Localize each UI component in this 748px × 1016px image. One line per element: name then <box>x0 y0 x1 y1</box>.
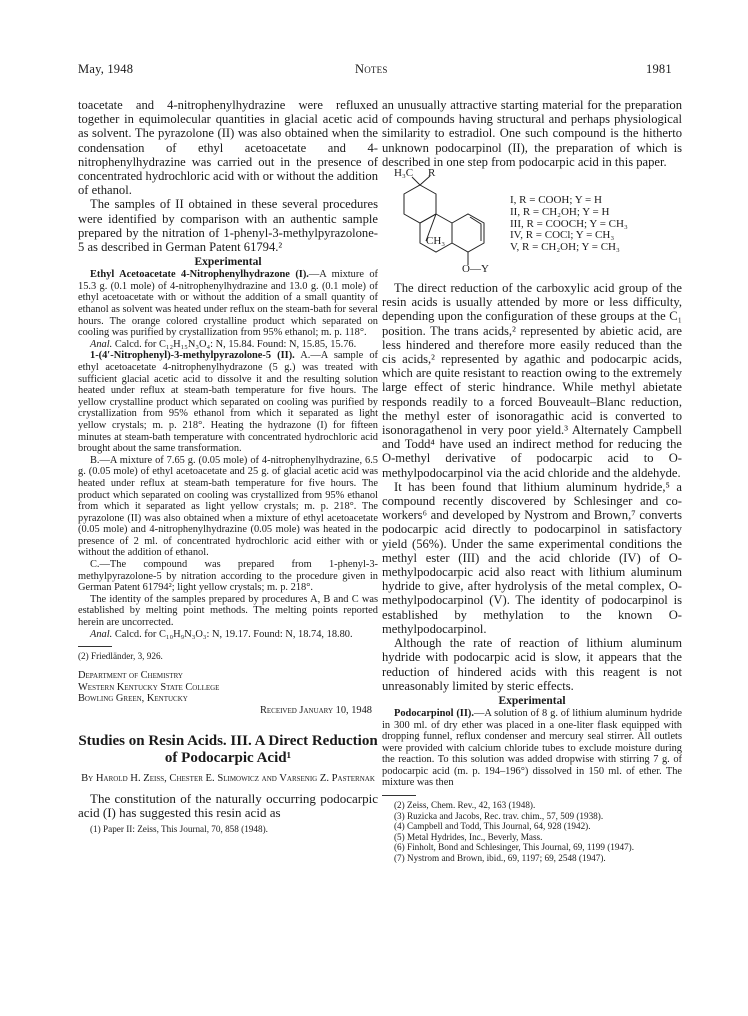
compound-heading: Podocarpinol (II). <box>394 707 474 719</box>
experimental-paragraph <box>78 269 378 339</box>
article-authors: By Harold H. Zeiss, Chester E. Slimowicz and Varsenig Z. Pasternak <box>81 773 375 785</box>
analysis-line <box>78 339 378 351</box>
section-heading: Experimental <box>194 256 262 269</box>
substituent-list <box>510 195 628 254</box>
compound-heading: Ethyl Acetoacetate 4-Nitrophenylhydrazone (I). <box>90 269 309 281</box>
right-column <box>382 98 682 864</box>
experimental-paragraph <box>78 350 378 454</box>
experimental-text: —A mixture of 15.3 g. (0.1 mole) of 4-nitrophenylhydrazine and 13.0 g. (0.1 mole) of ethyl acetoacetate with or without the addition of a small quantity of ethanol as solvent was heated under reflux on the steam-bath for several hours. The orange colored crystalline product which separated on cooling was purified by crystallization from 95% ethanol; m. p. 118°. <box>78 269 378 339</box>
left-column <box>78 98 378 834</box>
experimental-text: —A solution of 8 g. of lithium aluminum hydride in 300 ml. of dry ether was placed in a one-liter flask equipped with dropping funnel, reflux condenser and mercury seal stirrer. All outlets were provided with calcium chloride tubes to exclude moisture during the reaction. To this solution was added dropwise with stirring 7 g. of podocarpic acid (m. p. 194–196°) dissolved in 150 ml. of ether. The mixture was then <box>382 707 682 789</box>
substituent-entry: IV, R = COCl; Y = CH₃ <box>510 229 615 242</box>
footnote: (4) Campbell and Todd, This Journal, 64, 928 (1942). <box>394 821 591 832</box>
podocarpane-skeleton-drawing <box>382 171 512 277</box>
experimental-paragraph <box>382 708 682 789</box>
footnote-rule <box>382 795 416 796</box>
paragraph: Although the rate of reaction of lithium aluminum hydride with podocarpic acid is slow, it appears that the reduction of hindered acids with this reagent is not unreasonably limited by steric effects. <box>382 636 682 693</box>
running-header-section: Notes <box>355 62 388 76</box>
affiliation-line: Department of Chemistry <box>78 669 183 681</box>
footnote: (7) Nystrom and Brown, ibid., 69, 1197; 69, 2548 (1947). <box>394 853 606 864</box>
footnote: (2) Friedländer, 3, 926. <box>78 651 163 662</box>
intro-paragraph: The constitution of the naturally occurring podocarpic acid (I) has suggested this resin acid as <box>78 790 378 821</box>
analysis-label: Anal. <box>90 338 113 350</box>
page-number: 1981 <box>646 62 672 76</box>
procedure-b: B.—A mixture of 7.65 g. (0.05 mole) of 4-nitrophenylhydrazine, 6.5 g. (0.05 mole) of ethyl acetoacetate and 25 g. of glacial acetic acid was heated under reflux at steam-bath temperature for five hours. The product which separated on cooling was crystallized from 95% ethanol from which it separated as light yellow crystals; m. p. 218°. The pyrazolone (II) was also obtained when a mixture of ethyl acetoacetate (0.05 mole) and 4-nitrophenylhydrazine (0.05 mole) was heated in the presence of 2 ml. of concentrated hydrochloric acid either with or without the addition of ethanol. <box>78 454 378 559</box>
footnote: (1) Paper II: Zeiss, This Journal, 70, 858 (1948). <box>90 823 268 834</box>
paragraph: an unusually attractive starting material for the preparation of compounds having structural and perhaps physiological similarity to estradiol. One such compound is the hitherto unknown podocarpinol (II), the preparation of which is described in one step from podocarpic acid in this paper. <box>382 98 682 169</box>
article-title: Studies on Resin Acids. III. A Direct Reduction of Podocarpic Acid¹ <box>78 733 378 767</box>
analysis-line <box>78 629 378 641</box>
substituent-entry: V, R = CH₂OH; Y = CH₃ <box>510 241 620 254</box>
substituent-entry: II, R = CH₂OH; Y = H <box>510 205 610 218</box>
affiliation <box>78 670 378 717</box>
analysis-text: Calcd. for C₁₂H₁₅N₃O₄: N, 15.84. Found: N, 15.85, 15.76. <box>114 338 357 350</box>
compound-heading: 1-(4′-Nitrophenyl)-3-methylpyrazolone-5 (II). <box>90 350 295 362</box>
identity-note: The identity of the samples prepared by procedures A, B and C was established by melting point methods. The melting points reported herein are uncorrected. <box>78 593 378 629</box>
running-header-date: May, 1948 <box>78 62 134 76</box>
substituent-entry: III, R = COOCH; Y = CH₃ <box>510 217 628 230</box>
oy-substituent-label: O—Y <box>462 263 489 276</box>
footnote: (6) Finholt, Bond and Schlesinger, This Journal, 69, 1199 (1947). <box>394 842 635 853</box>
affiliation-line: Western Kentucky State College <box>78 681 220 693</box>
experimental-text: A.—A sample of ethyl acetoacetate 4-nitrophenylhydrazone (5 g.) was treated with sufficient glacial acetic acid to dissolve it and the resulting solution heated under reflux at steam-bath temperature for five hours. The yellow crystalline product which separated on cooling was purified by crystallization from 95% ethanol from which it separated as light yellow crystals; m. p. 218°. Heating the hydrazone (I) for fifteen minutes at steam-bath temperature with concentrated hydrochloric acid brought about the same transformation. <box>78 350 378 455</box>
substituent-entry: I, R = COOH; Y = H <box>510 194 602 207</box>
section-heading: Experimental <box>498 694 566 707</box>
affiliation-line: Bowling Green, Kentucky <box>78 693 188 705</box>
r-group-label: R <box>428 167 436 180</box>
angular-methyl-label: CH₃ <box>426 235 446 248</box>
footnote: (2) Zeiss, Chem. Rev., 42, 163 (1948). <box>394 800 536 811</box>
paragraph: It has been found that lithium aluminum hydride,⁵ a compound recently discovered by Schlesinger and co-workers⁶ and developed by Nystrom and Brown,⁷ converts podocarpic acid directly to podocarpinol in satisfactory yield (56%). Under the same experimental conditions the methyl ester (III) and the acid chloride (IV) of O-methylpodocarpic acid also react with lithium aluminum hydride to give, after hydrolysis of the metal complex, O-methylpodocarpinol (V). The identity of podocarpinol is established by methylation to the known O-methylpodocarpinol. <box>382 479 682 636</box>
methyl-label: H₃C <box>394 167 414 180</box>
footnote: (5) Metal Hydrides, Inc., Beverly, Mass. <box>394 831 543 842</box>
analysis-text: Calcd. for C₁₀H₉N₃O₃: N, 19.17. Found: N, 18.74, 18.80. <box>114 628 353 640</box>
chemical-structure <box>382 167 682 277</box>
analysis-label: Anal. <box>90 628 113 640</box>
paragraph: The direct reduction of the carboxylic acid group of the resin acids is usually attended by more or less difficulty, depending upon the configuration of these groups at the C₁ position. The trans acids,² represented by abietic acid, are less hindered and therefore more easily reduced than the cis acids,² represented by agathic and podocarpic acids, which are quite resistant to reaction owing to the extremely large effect of steric hindrance. While methyl abietate responds readily to a forced Bouveault–Blanc reduction, the methyl ester of isonoragathic acid is converted to isonoragathenol in very poor yield.³ Alternately Campbell and Todd⁴ have used an indirect method for reducing the O-methyl derivative of podocarpic acid to O-methylpodocarpinol via the acid chloride and the aldehyde. <box>382 281 682 480</box>
procedure-c: C.—The compound was prepared from 1-phenyl-3-methylpyrazolone-5 by nitration according to the procedure given in German Patent 61794²; light yellow crystals; m. p. 218°. <box>78 559 378 594</box>
received-date: Received January 10, 1948 <box>259 705 372 717</box>
footnote-rule <box>78 646 112 647</box>
paragraph: toacetate and 4-nitrophenylhydrazine were refluxed together in equimolecular quantities in glacial acetic acid as solvent. The pyrazolone (II) was also obtained when the condensation of ethyl acetoacetate and 4-nitrophenylhydrazine was carried out in the presence of concentrated hydrochloric acid with or without the addition of ethanol. <box>78 98 378 198</box>
footnotes <box>382 800 682 864</box>
paragraph: The samples of II obtained in these several procedures were identified by comparison with an authentic sample prepared by the nitration of 1-phenyl-3-methylpyrazolone-5 as described in German Patent 61794.² <box>78 197 378 255</box>
footnote: (3) Ruzicka and Jacobs, Rec. trav. chim., 57, 509 (1938). <box>394 810 604 821</box>
